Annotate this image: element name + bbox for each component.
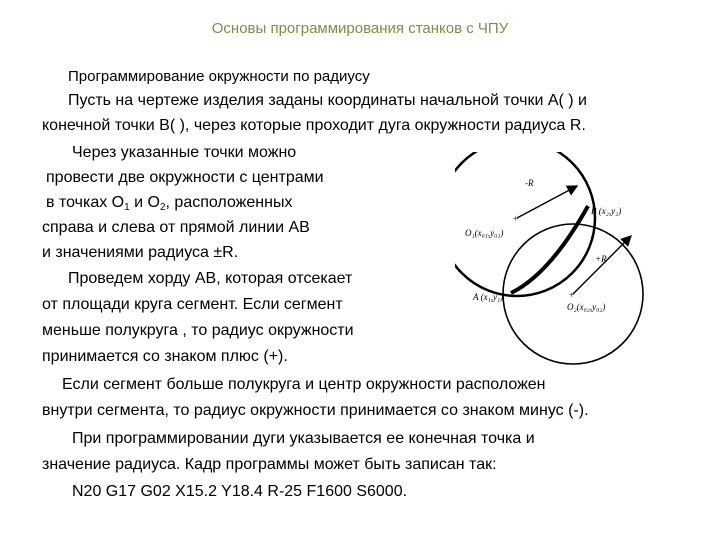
label-point-b: B (x₂,y₂) [591, 206, 622, 216]
center-mark-o1: + [513, 214, 519, 224]
text-line: Через указанные точки можно [72, 144, 297, 161]
text-line: внутри сегмента, то радиус окружности принимается со знаком минус (-). [42, 402, 589, 419]
text-line: принимается со знаком плюс (+). [42, 348, 288, 365]
text-fragment: в точках O [46, 194, 125, 211]
radius-arrow-o1 [517, 186, 577, 218]
label-plus-r: +R [595, 254, 607, 264]
text-line: и значениями радиуса ±R. [42, 244, 239, 261]
program-block-line: N20 G17 G02 X15.2 Y18.4 R-25 F1600 S6000. [72, 483, 408, 500]
arc-ab [511, 206, 588, 293]
center-mark-o2: + [569, 290, 575, 300]
text-line: провести две окружности с центрами [46, 169, 324, 186]
label-minus-r: -R [525, 178, 534, 188]
text-line: Если сегмент больше полукруга и центр окружности расположен [62, 376, 546, 393]
text-line: Проведем хорду AB, которая отсекает [68, 270, 353, 287]
radius-arrow-o2 [573, 236, 631, 294]
page-header: Основы программирования станков с ЧПУ [211, 20, 509, 37]
text-line: значение радиуса. Кадр программы может быть записан так: [42, 456, 497, 473]
text-line: от площади круга сегмент. Если сегмент [42, 296, 343, 313]
section-title: Программирование окружности по радиусу [68, 68, 370, 85]
text-line: меньше полукруга , то радиус окружности [42, 322, 354, 339]
text-line: Пусть на чертеже изделия заданы координаты начальной точки A( ) и [68, 92, 587, 109]
text-fragment: , расположенных [165, 194, 293, 211]
text-line: конечной точки B( ), через которые проходит дуга окружности радиуса R. [42, 117, 586, 134]
label-center-o2: O₂(x₀₂,y₀₂) [567, 302, 606, 312]
subscript-2: 2 [159, 202, 166, 213]
label-point-a: A (x₁,y₁) [473, 292, 504, 302]
subscript-1: 1 [124, 202, 130, 213]
text-line: справа и слева от прямой линии AB [42, 219, 310, 236]
circles-diagram [455, 152, 695, 372]
text-fragment: и O [129, 194, 160, 211]
text-line-centers [46, 192, 292, 219]
text-line: При программировании дуги указывается ее конечная точка и [72, 430, 535, 447]
label-center-o1: O₁(x₀₁,y₀₁) [465, 228, 504, 238]
